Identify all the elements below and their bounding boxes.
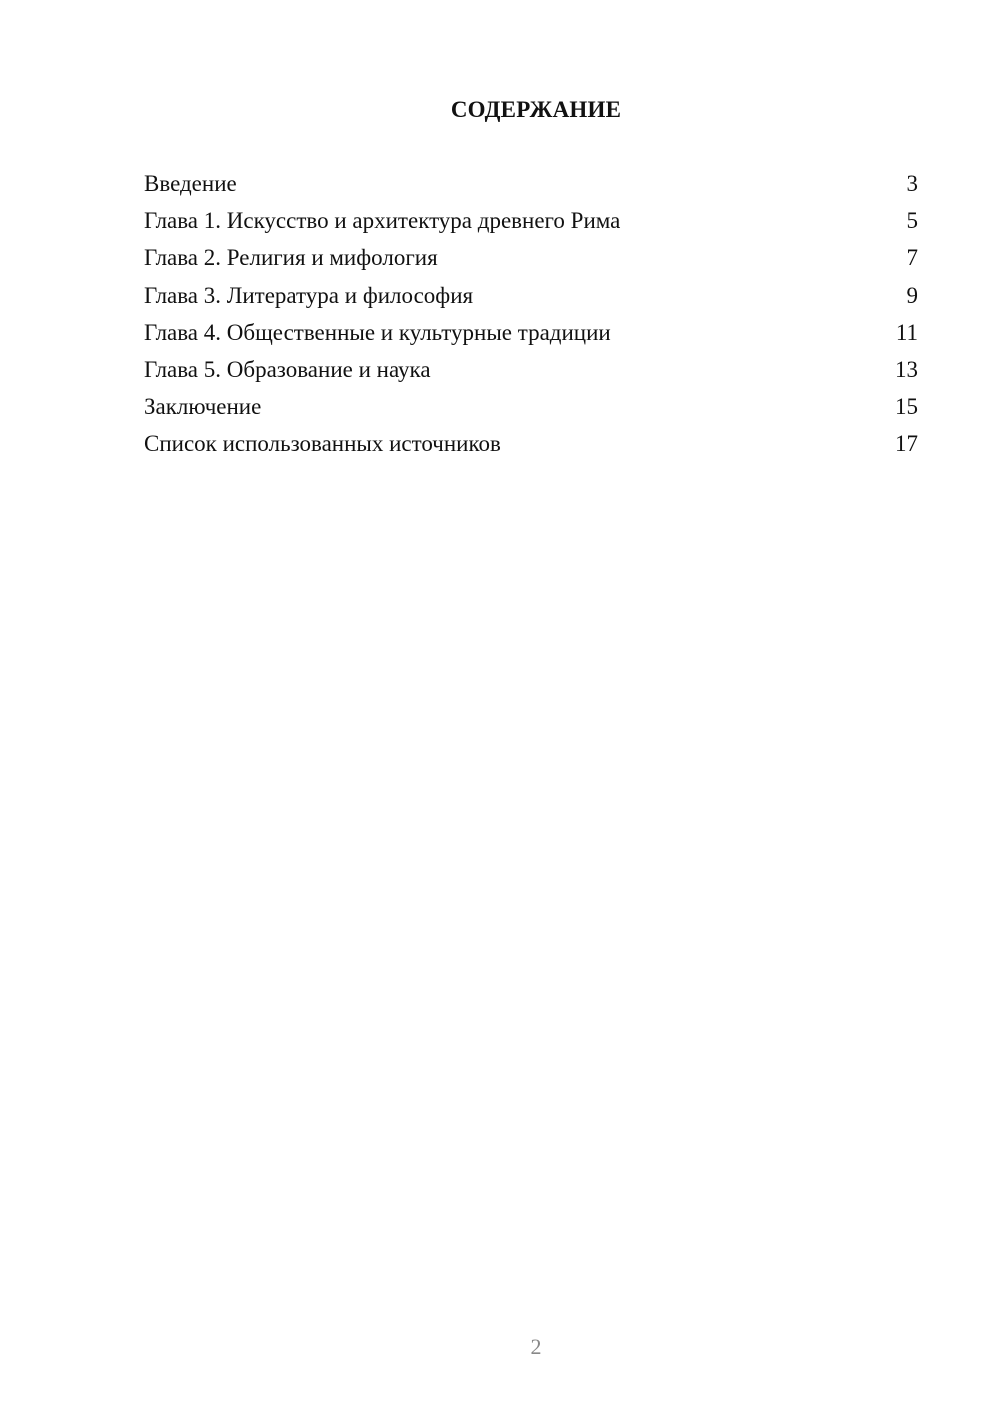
toc-entry-chapter-1 — [144, 205, 918, 242]
toc-entry-label: Глава 2. Религия и мифология — [144, 245, 438, 271]
toc-entry-label: Заключение — [144, 394, 262, 420]
toc-entry-page: 3 — [906, 171, 918, 196]
toc-entry-label: Глава 3. Литература и философия — [144, 282, 474, 308]
toc-entry-introduction — [144, 168, 918, 205]
page-number: 2 — [530, 1334, 542, 1359]
toc-entry-page: 17 — [895, 431, 918, 457]
toc-entry-page: 13 — [895, 356, 918, 382]
toc-entry-page: 11 — [895, 319, 918, 345]
toc-entry-label: Введение — [144, 171, 237, 196]
toc-entry-page: 15 — [895, 394, 918, 420]
toc-entry-chapter-2 — [144, 242, 918, 279]
toc-entry-page: 7 — [906, 245, 918, 271]
page-title: СОДЕРЖАНИЕ — [450, 97, 622, 122]
toc-entry-page: 5 — [906, 208, 918, 234]
toc-entry-label: Глава 5. Образование и наука — [144, 356, 431, 382]
toc-entry-chapter-5 — [144, 354, 918, 391]
toc-entry-label: Глава 1. Искусство и архитектура древнего Рима — [144, 208, 621, 234]
table-of-contents — [144, 168, 918, 466]
toc-entry-chapter-3 — [144, 280, 918, 317]
toc-entry-conclusion — [144, 391, 918, 428]
toc-entry-chapter-4 — [144, 317, 918, 354]
toc-entry-label: Список использованных источников — [144, 431, 501, 457]
toc-entry-references — [144, 428, 918, 465]
toc-entry-label: Глава 4. Общественные и культурные традиции — [144, 319, 611, 345]
toc-entry-page: 9 — [906, 282, 918, 308]
